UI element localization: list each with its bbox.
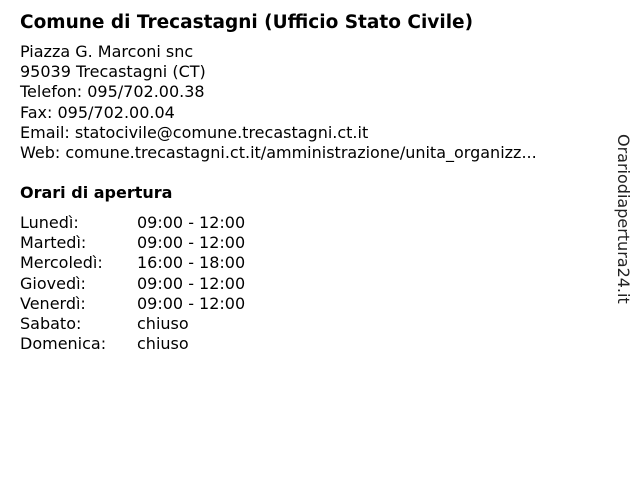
hours-row — [20, 334, 245, 354]
hours-day: Martedì: — [20, 233, 87, 253]
hours-row — [20, 274, 245, 294]
hours-day: Sabato: — [20, 313, 82, 333]
hours-day: Giovedì: — [20, 273, 86, 293]
hours-time: chiuso — [137, 334, 189, 354]
hours-day: Venerdì: — [20, 293, 86, 313]
contact-block — [20, 42, 537, 163]
phone-number: Telefon: 095/702.00.38 — [20, 82, 205, 102]
hours-row — [20, 253, 245, 273]
site-watermark: Orariodiapertura24.it — [614, 134, 633, 304]
hours-day: Mercoledì: — [20, 253, 103, 273]
hours-time: 09:00 - 12:00 — [137, 273, 246, 293]
opening-hours-table — [20, 213, 245, 354]
hours-row — [20, 294, 245, 314]
opening-hours-heading: Orari di apertura — [20, 183, 173, 202]
hours-row — [20, 314, 245, 334]
hours-time: 09:00 - 12:00 — [137, 293, 246, 313]
hours-day: Lunedì: — [20, 213, 79, 232]
hours-day: Domenica: — [20, 334, 107, 354]
hours-row — [20, 233, 245, 253]
fax-number: Fax: 095/702.00.04 — [20, 102, 175, 122]
address-street: Piazza G. Marconi snc — [20, 42, 194, 61]
office-title: Comune di Trecastagni (Ufficio Stato Civile) — [20, 12, 474, 33]
hours-time: chiuso — [137, 313, 189, 333]
email-address: Email: statocivile@comune.trecastagni.ct.it — [20, 122, 369, 142]
hours-time: 09:00 - 12:00 — [137, 213, 246, 232]
address-city: 95039 Trecastagni (CT) — [20, 62, 206, 82]
hours-time: 16:00 - 18:00 — [137, 253, 246, 273]
hours-time: 09:00 - 12:00 — [137, 233, 246, 253]
website-link[interactable]: Web: comune.trecastagni.ct.it/amministrazione/unita_organizz... — [20, 142, 537, 162]
hours-row — [20, 213, 245, 233]
